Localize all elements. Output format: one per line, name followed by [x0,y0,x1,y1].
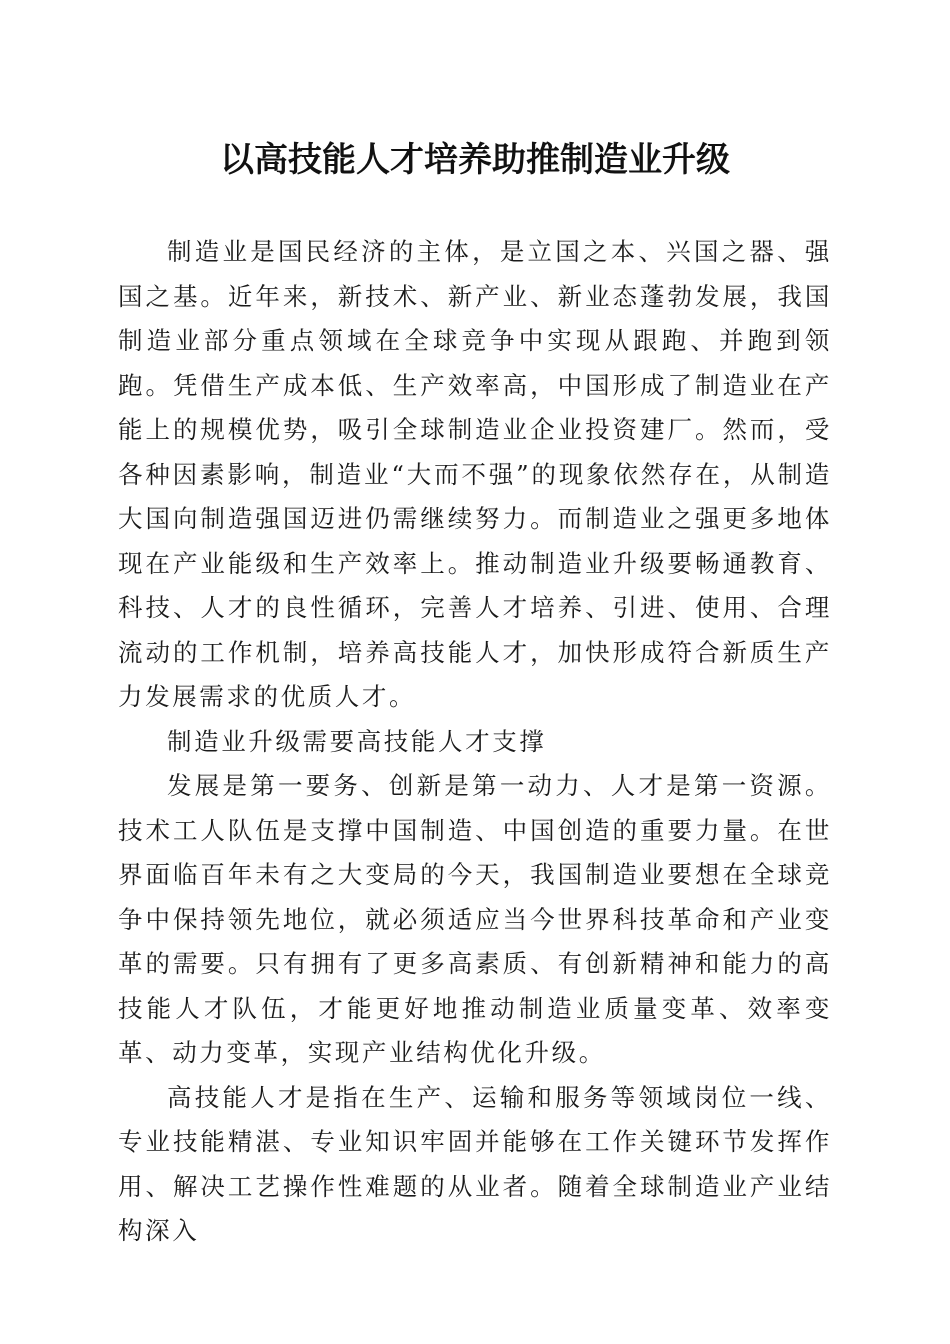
section-heading: 制造业升级需要高技能人才支撑 [167,726,547,756]
paragraph-intro: 制造业是国民经济的主体，是立国之本、兴国之器、强国之基。近年来，新技术、新产业、新业态蓬勃发展，我国制造业部分重点领域在全球竞争中实现从跟跑、并跑到领跑。凭借生产成本低、生产效率高，中国形成了制造业在产能上的规模优势，吸引全球制造业企业投资建厂。然而，受各种因素影响，制造业“大而不强”的现象依然存在，从制造大国向制造强国迈进仍需继续努力。而制造业之强更多地体现在产业能级和生产效率上。推动制造业升级要畅通教育、科技、人才的良性循环，完善人才培养、引进、使用、合理流动的工作机制，培养高技能人才，加快形成符合新质生产力发展需求的优质人才。 [118,237,832,711]
document-title: 以高技能人才培养助推制造业升级 [220,140,730,180]
paragraph-development: 发展是第一要务、创新是第一动力、人才是第一资源。技术工人队伍是支撑中国制造、中国创造的重要力量。在世界面临百年未有之大变局的今天，我国制造业要想在全球竞争中保持领先地位，就必须适应当今世界科技革命和产业变革的需要。只有拥有了更多高素质、有创新精神和能力的高技能人才队伍，才能更好地推动制造业质量变革、效率变革、动力变革，实现产业结构优化升级。 [118,771,832,1067]
paragraph-definition: 高技能人才是指在生产、运输和服务等领域岗位一线、专业技能精湛、专业知识牢固并能够在工作关键环节发挥作用、解决工艺操作性难题的从业者。随着全球制造业产业结构深入 [118,1082,832,1245]
document-body [118,230,832,1254]
